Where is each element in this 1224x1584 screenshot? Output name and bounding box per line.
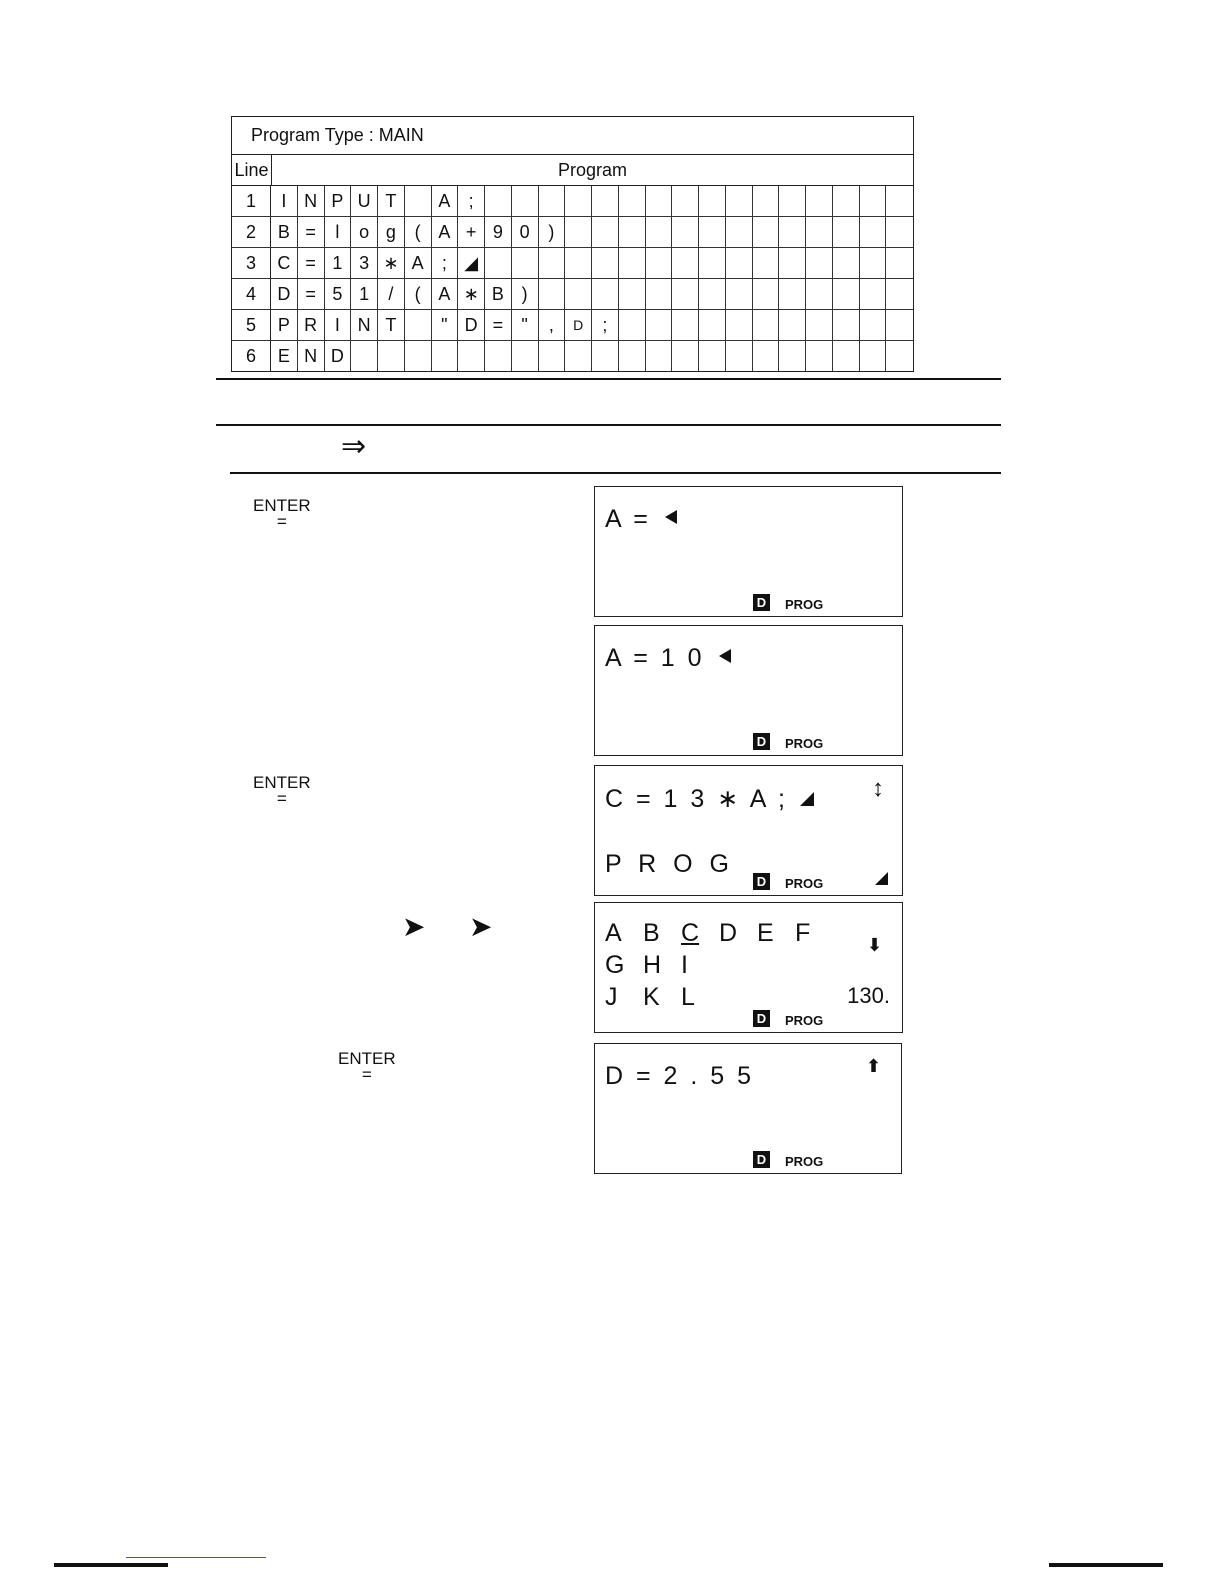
program-cell: P bbox=[325, 186, 352, 216]
line-number: 5 bbox=[232, 310, 271, 340]
program-cell bbox=[485, 186, 512, 216]
program-cell bbox=[860, 310, 887, 340]
program-cell bbox=[779, 186, 806, 216]
variable-d: D bbox=[719, 919, 738, 947]
program-cell bbox=[806, 248, 833, 278]
program-cell: ; bbox=[432, 248, 459, 278]
program-cell bbox=[592, 279, 619, 309]
lcd-screen-2 bbox=[594, 625, 903, 756]
program-cell bbox=[672, 248, 699, 278]
program-row bbox=[232, 217, 913, 248]
program-cell bbox=[405, 186, 432, 216]
program-cell bbox=[860, 341, 887, 371]
program-cell: + bbox=[458, 217, 485, 247]
variable-e: E bbox=[757, 919, 774, 947]
program-cell bbox=[592, 341, 619, 371]
scroll-up-down-icon: ↕ bbox=[872, 775, 884, 802]
program-cells bbox=[271, 279, 913, 309]
program-cell bbox=[779, 279, 806, 309]
program-cell bbox=[860, 186, 887, 216]
program-cell bbox=[539, 341, 566, 371]
program-cell bbox=[432, 341, 459, 371]
program-cell bbox=[672, 279, 699, 309]
program-cell: = bbox=[298, 217, 325, 247]
program-cell bbox=[779, 310, 806, 340]
divider-bottom bbox=[230, 472, 1001, 474]
program-cell bbox=[806, 186, 833, 216]
program-cell: T bbox=[378, 186, 405, 216]
program-cell bbox=[726, 310, 753, 340]
program-cell bbox=[592, 217, 619, 247]
program-cell: , bbox=[539, 310, 566, 340]
program-cell bbox=[779, 248, 806, 278]
pause-indicator-icon bbox=[875, 872, 888, 885]
program-cell bbox=[753, 217, 780, 247]
program-cell bbox=[860, 248, 887, 278]
program-cell: I bbox=[271, 186, 298, 216]
program-cell bbox=[565, 279, 592, 309]
footer-rule-right bbox=[1049, 1563, 1163, 1567]
program-cell bbox=[592, 248, 619, 278]
program-cell: ( bbox=[405, 279, 432, 309]
program-cell: I bbox=[325, 310, 352, 340]
program-cell: D bbox=[271, 279, 298, 309]
program-cell bbox=[886, 310, 913, 340]
program-cells bbox=[271, 217, 913, 247]
program-cell: T bbox=[378, 310, 405, 340]
program-cell bbox=[886, 248, 913, 278]
footer-rule-left bbox=[54, 1563, 168, 1567]
lcd-line: D = 2 . 5 5 bbox=[605, 1062, 755, 1090]
program-cell: ∗ bbox=[378, 248, 405, 278]
enter-key-label: ENTER bbox=[253, 496, 311, 515]
program-cell bbox=[672, 310, 699, 340]
lcd-line: C = 1 3 ∗ A ; bbox=[605, 784, 814, 814]
program-cell: ( bbox=[405, 217, 432, 247]
program-row bbox=[232, 341, 913, 371]
program-cell bbox=[619, 248, 646, 278]
program-cell bbox=[699, 217, 726, 247]
program-cell: ∗ bbox=[458, 279, 485, 309]
program-cell bbox=[726, 248, 753, 278]
variable-list bbox=[605, 917, 833, 1013]
program-cell bbox=[619, 279, 646, 309]
program-cells bbox=[271, 310, 913, 340]
program-cell bbox=[539, 279, 566, 309]
program-cell bbox=[833, 310, 860, 340]
program-row bbox=[232, 186, 913, 217]
program-cell: 3 bbox=[351, 248, 378, 278]
program-cell: B bbox=[271, 217, 298, 247]
program-cell: A bbox=[432, 217, 459, 247]
line-number: 4 bbox=[232, 279, 271, 309]
program-cell bbox=[833, 186, 860, 216]
program-cell bbox=[699, 248, 726, 278]
program-rows bbox=[232, 186, 913, 371]
program-cell bbox=[833, 248, 860, 278]
program-cell bbox=[646, 310, 673, 340]
degree-mode-indicator: D bbox=[753, 1151, 770, 1168]
program-cell: = bbox=[298, 279, 325, 309]
program-cell: A bbox=[432, 186, 459, 216]
program-cell bbox=[806, 341, 833, 371]
program-cell bbox=[753, 186, 780, 216]
variable-a: A bbox=[605, 919, 622, 947]
variable-l: L bbox=[681, 983, 695, 1011]
implies-arrow-icon: ⇒ bbox=[341, 430, 367, 463]
program-cell: 0 bbox=[512, 217, 539, 247]
right-arrow-key-icon: ➤ bbox=[402, 911, 426, 942]
program-cell: ; bbox=[458, 186, 485, 216]
program-cell: 1 bbox=[325, 248, 352, 278]
program-cells bbox=[271, 248, 913, 278]
program-cell bbox=[860, 217, 887, 247]
prog-mode-indicator: PROG bbox=[785, 1013, 824, 1028]
enter-key-3 bbox=[338, 1050, 396, 1082]
program-cell bbox=[378, 341, 405, 371]
variable-row-3 bbox=[605, 981, 833, 1013]
program-cell bbox=[753, 341, 780, 371]
program-cell bbox=[699, 279, 726, 309]
program-cell: D bbox=[458, 310, 485, 340]
program-cell bbox=[565, 186, 592, 216]
program-cell bbox=[539, 186, 566, 216]
program-cell bbox=[699, 310, 726, 340]
program-table-header bbox=[232, 155, 913, 186]
program-row bbox=[232, 310, 913, 341]
program-cell: ) bbox=[539, 217, 566, 247]
program-type-title: Program Type : MAIN bbox=[232, 117, 913, 155]
program-cell: A bbox=[405, 248, 432, 278]
prog-mode-indicator: PROG bbox=[785, 1154, 824, 1169]
program-cell bbox=[405, 310, 432, 340]
program-cell bbox=[886, 341, 913, 371]
program-cell: D bbox=[325, 341, 352, 371]
program-cell: B bbox=[485, 279, 512, 309]
program-cell bbox=[565, 217, 592, 247]
program-cell bbox=[485, 341, 512, 371]
enter-key-2 bbox=[253, 774, 311, 806]
program-cell bbox=[806, 279, 833, 309]
enter-key-label: ENTER bbox=[253, 773, 311, 792]
program-cell bbox=[779, 217, 806, 247]
program-cell bbox=[539, 248, 566, 278]
lcd-line: A = 1 0 bbox=[605, 644, 731, 673]
program-cell bbox=[886, 186, 913, 216]
enter-key-label: ENTER bbox=[338, 1049, 396, 1068]
enter-key-1 bbox=[253, 497, 311, 529]
prog-mode-indicator: PROG bbox=[785, 597, 824, 612]
program-cell: U bbox=[351, 186, 378, 216]
program-cell: N bbox=[298, 186, 325, 216]
lcd-line: A = bbox=[605, 505, 677, 534]
program-cell bbox=[806, 310, 833, 340]
program-cell: g bbox=[378, 217, 405, 247]
program-cell: " bbox=[432, 310, 459, 340]
program-cell bbox=[619, 217, 646, 247]
variable-f: F bbox=[795, 919, 811, 947]
program-cell bbox=[806, 217, 833, 247]
program-cell bbox=[699, 341, 726, 371]
program-cell bbox=[753, 248, 780, 278]
equals-key-label: = bbox=[276, 789, 287, 808]
line-number: 1 bbox=[232, 186, 271, 216]
equals-key-label: = bbox=[276, 512, 287, 531]
program-cell: l bbox=[325, 217, 352, 247]
scroll-down-icon: ⬇ bbox=[866, 935, 882, 955]
program-cell bbox=[565, 248, 592, 278]
program-cell bbox=[699, 186, 726, 216]
program-cell bbox=[753, 310, 780, 340]
degree-mode-indicator: D bbox=[753, 1010, 770, 1027]
degree-mode-indicator: D bbox=[753, 733, 770, 750]
program-cell bbox=[833, 341, 860, 371]
program-cell bbox=[646, 248, 673, 278]
program-cell bbox=[646, 279, 673, 309]
line-number: 3 bbox=[232, 248, 271, 278]
program-cell: o bbox=[351, 217, 378, 247]
program-cell bbox=[726, 341, 753, 371]
variable-row-2 bbox=[605, 949, 833, 981]
program-cell: 1 bbox=[351, 279, 378, 309]
right-arrow-key-icon: ➤ bbox=[469, 911, 493, 942]
variable-g: G bbox=[605, 951, 625, 979]
variable-b: B bbox=[643, 919, 660, 947]
variable-value: 130. bbox=[847, 983, 890, 1008]
program-cell bbox=[886, 217, 913, 247]
program-cell bbox=[619, 186, 646, 216]
program-cell bbox=[619, 341, 646, 371]
program-cell: 9 bbox=[485, 217, 512, 247]
program-cell: A bbox=[432, 279, 459, 309]
program-cell bbox=[833, 217, 860, 247]
program-cell bbox=[886, 279, 913, 309]
program-cell: ; bbox=[592, 310, 619, 340]
program-cell bbox=[405, 341, 432, 371]
program-cell bbox=[646, 341, 673, 371]
program-cell bbox=[512, 341, 539, 371]
scroll-up-icon: ⬆ bbox=[865, 1056, 881, 1076]
program-cell bbox=[351, 341, 378, 371]
variable-k: K bbox=[643, 983, 660, 1011]
program-cell bbox=[860, 279, 887, 309]
pause-triangle-icon bbox=[800, 792, 814, 806]
program-row bbox=[232, 248, 913, 279]
program-cell: ) bbox=[512, 279, 539, 309]
variable-i: I bbox=[681, 951, 688, 979]
program-cell bbox=[833, 279, 860, 309]
program-cell bbox=[485, 248, 512, 278]
program-cell: N bbox=[298, 341, 325, 371]
equals-key-label: = bbox=[361, 1065, 372, 1084]
lcd-line-2: P R O G bbox=[605, 850, 735, 878]
footer-link-rule bbox=[126, 1557, 266, 1558]
cursor-left-icon bbox=[719, 649, 731, 663]
program-cell bbox=[726, 186, 753, 216]
cursor-left-icon bbox=[665, 510, 677, 524]
program-cell bbox=[753, 279, 780, 309]
program-cell bbox=[726, 279, 753, 309]
program-cell: D bbox=[565, 310, 592, 340]
program-cells bbox=[271, 341, 913, 371]
program-cell bbox=[619, 310, 646, 340]
lcd-screen-5 bbox=[594, 1043, 902, 1174]
program-cell: = bbox=[298, 248, 325, 278]
lcd-screen-4 bbox=[594, 902, 903, 1033]
program-cell: = bbox=[485, 310, 512, 340]
program-cell bbox=[726, 217, 753, 247]
program-cell bbox=[512, 186, 539, 216]
program-cell bbox=[458, 341, 485, 371]
program-cell bbox=[672, 341, 699, 371]
program-row bbox=[232, 279, 913, 310]
program-cell bbox=[565, 341, 592, 371]
divider-middle bbox=[216, 424, 1001, 426]
program-column-header: Program bbox=[557, 160, 628, 180]
program-cell bbox=[779, 341, 806, 371]
program-cell: R bbox=[298, 310, 325, 340]
variable-j: J bbox=[605, 983, 618, 1011]
degree-mode-indicator: D bbox=[753, 594, 770, 611]
line-number: 6 bbox=[232, 341, 271, 371]
program-table bbox=[231, 116, 914, 372]
prog-mode-indicator: PROG bbox=[785, 736, 824, 751]
lcd-screen-3 bbox=[594, 765, 903, 896]
program-cell: / bbox=[378, 279, 405, 309]
variable-row-1 bbox=[605, 917, 833, 949]
degree-mode-indicator: D bbox=[753, 873, 770, 890]
lcd-screen-1 bbox=[594, 486, 903, 617]
program-cell: C bbox=[271, 248, 298, 278]
program-cell: E bbox=[271, 341, 298, 371]
program-cell bbox=[646, 186, 673, 216]
program-cells bbox=[271, 186, 913, 216]
program-cell bbox=[512, 248, 539, 278]
program-cell bbox=[672, 217, 699, 247]
program-cell: P bbox=[271, 310, 298, 340]
variable-h: H bbox=[643, 951, 662, 979]
prog-mode-indicator: PROG bbox=[785, 876, 824, 891]
program-cell: 5 bbox=[325, 279, 352, 309]
variable-c: C bbox=[681, 919, 700, 947]
program-cell bbox=[646, 217, 673, 247]
program-cell: N bbox=[351, 310, 378, 340]
divider-top bbox=[216, 378, 1001, 380]
program-cell: ◢ bbox=[458, 248, 485, 278]
line-number: 2 bbox=[232, 217, 271, 247]
program-cell bbox=[672, 186, 699, 216]
line-column-header: Line bbox=[232, 155, 272, 185]
program-cell bbox=[592, 186, 619, 216]
program-cell: " bbox=[512, 310, 539, 340]
